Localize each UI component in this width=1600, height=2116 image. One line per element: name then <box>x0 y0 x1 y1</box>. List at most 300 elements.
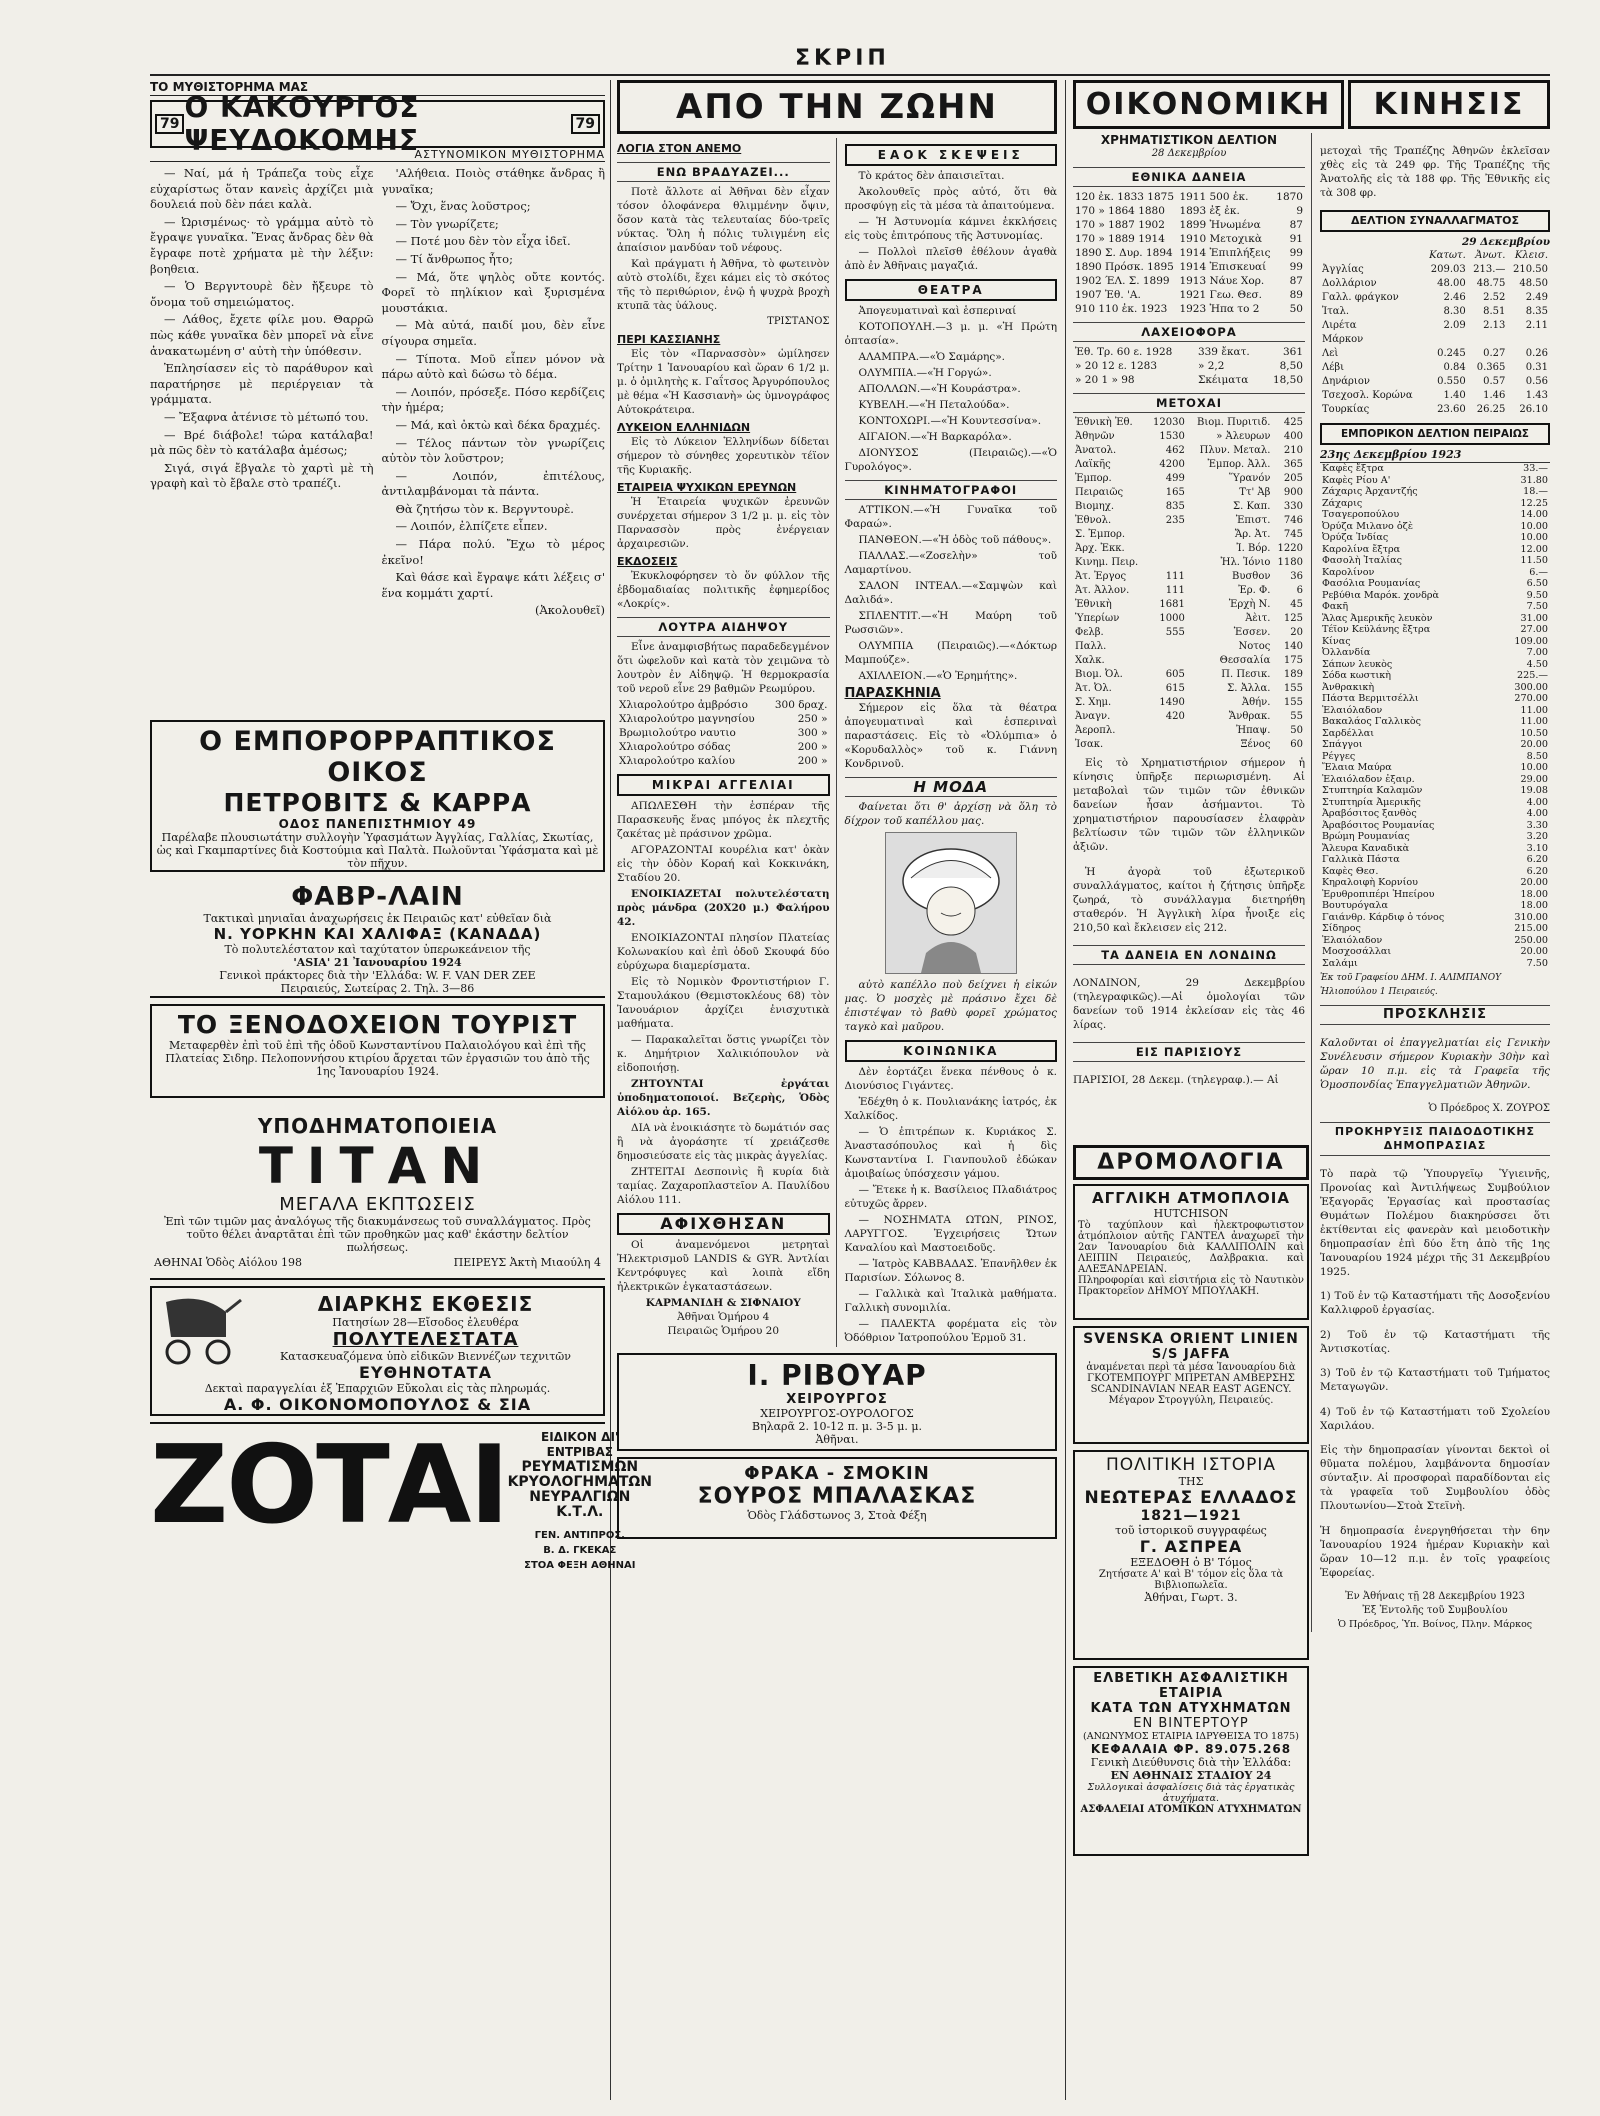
table-row <box>1320 498 1550 510</box>
table-cell: 165 <box>1165 487 1185 498</box>
table-cell: Ἐθνικὴ <box>1075 599 1112 610</box>
table-cell: 365 <box>1283 459 1303 470</box>
table-cell: 11.00 <box>1520 716 1548 727</box>
ad-address: Μέγαρον Στρογγύλη, Πειραιεύς. <box>1108 1395 1274 1406</box>
table-cell: Πάστα Βερμιτσέλλι <box>1322 693 1419 704</box>
market-report: Ἡ ἀγορὰ τοῦ ἐξωτερικοῦ συναλλάγματος, καίτοι ἡ ζήτησις ὑπῆρξε ζωηρά, τὸ συνάλλαγμα διετηρήθη σταθερόν. Ἡ Ἀγγλικὴ λίρα ἦνοιξε εἰς 210,50 καὶ ἔκλεισεν εἰς 212. <box>1073 865 1305 934</box>
table-row <box>1073 724 1305 738</box>
table-row <box>1073 696 1305 710</box>
table-row <box>1073 528 1305 542</box>
ad-address: Πειραιεύς, Σωτείρας 2. Τηλ. 3—86 <box>280 982 475 995</box>
table-cell: 18.00 <box>1520 888 1548 900</box>
table-cell: Ἐθνικὴ Ἐθ. <box>1075 417 1133 428</box>
article-headline: ΕΝΩ ΒΡΑΔΥΑΖΕΙ... <box>617 162 830 182</box>
loan-price: 99 <box>1289 247 1303 259</box>
serial-paragraph: — Μά, ὅτε ψηλὸς οὔτε κοντός. Φορεῖ τὸ πηλίκιον καὶ ξυρισμένα μουστάκια. <box>381 269 605 315</box>
loan-cell: 1913 Νάυε Χορ. <box>1179 275 1265 287</box>
loan-price: 87 <box>1289 219 1303 231</box>
proclamation-item: 3) Τοῦ ἐν τῷ Καταστήματι τοῦ Τμήματος Μεταγωγῶν. <box>1320 1367 1550 1393</box>
table-cell: Ἰ. Βόρ. <box>1236 543 1271 554</box>
table-cell: Βακαλάος Γαλλικὸς <box>1322 716 1421 727</box>
table-cell: 3.10 <box>1526 842 1548 854</box>
table-cell: Ἀθηνῶν <box>1075 431 1115 442</box>
article-paragraph: Σήμερον εἰς ὅλα τὰ θέατρα ἀπογευματιναὶ καὶ ἑσπεριναὶ παραστάσεις. Εἰς τὸ «Ὀλύμπια» ὁ «Κορυδαλλὸς» τοῦ κ. Γιάννη Κονδρινοῦ. <box>844 702 1057 770</box>
table-cell: 33.— <box>1523 463 1548 474</box>
table-cell: 2.46 <box>1443 292 1466 303</box>
article-paragraph: — Ἡ Ἀστυνομία κάμνει ἐκκλήσεις εἰς τοὺς ἐπιτρόπους τῆς Ἀστυνομίας. <box>844 216 1057 242</box>
table-cell: 109.00 <box>1514 635 1548 647</box>
ad-text: ΡΕΥΜΑΤΙΣΜΩΝ <box>521 1459 639 1475</box>
table-cell: 10.00 <box>1520 762 1548 773</box>
loan-cell: 1911 500 ἐκ. <box>1179 191 1249 203</box>
fashion-text: Φαίνεται ὅτι θ' ἀρχίσῃ νὰ ὅλη τὸ δίχρον τοῦ καπέλλου μας. <box>844 801 1057 827</box>
serial-text <box>150 166 605 714</box>
source-note: Ἐκ τοῦ Γραφείου ΔΗΜ. Ι. ΑΛΙΜΠΑΝΟΥ Ἠλιοπούλου 1 Πειραιεύς. <box>1320 973 1502 997</box>
table-cell: 8.50 <box>1526 750 1548 762</box>
table-cell: Σάπων λευκὸς <box>1322 658 1393 670</box>
serial-paragraph: — Τίποτα. Μοῦ εἶπεν μόνον νὰ πάρω αὐτὸ καὶ δώσω τὸ δέμα. <box>381 351 605 382</box>
table-cell: Σαλάμι <box>1322 957 1358 969</box>
table-cell: Φασόλια Ρουμανίας <box>1322 578 1421 589</box>
loan-cell: 170 » 1889 1914 <box>1075 233 1165 245</box>
serial-paragraph: — Ποτέ μου δὲν τὸν εἶχα ἰδεῖ. <box>395 234 571 249</box>
table-cell: Καρολίνον <box>1322 566 1375 578</box>
classified-ad: — Παρακαλεῖται ὅστις γνωρίζει τὸν κ. Δημήτριον Χαλικιόπουλον νὰ εἰδοποιήσῃ. <box>617 1034 830 1074</box>
table-row <box>1320 555 1550 567</box>
address: Ἀθῆναι Ὁμήρου 4 <box>677 1311 770 1323</box>
table-cell: 0.27 <box>1483 348 1506 359</box>
ad-text: ἀναμένεται περὶ τὰ μέσα Ἰανουαρίου διὰ ΓΚΟΤΕΜΠΟΥΡΓ ΜΠΡΕΤΑΝ ΑΜΒΕΡΣΗΣ <box>1086 1362 1296 1384</box>
loan-cell: 1890 Πρόσκ. 1895 <box>1075 261 1174 273</box>
table-cell: 27.00 <box>1520 624 1548 635</box>
ad-company: ΠΕΤΡΟΒΙΤΣ & ΚΑΡΡΑ <box>223 788 532 817</box>
ad-headline: ΤΟ ΞΕΝΟΔΟΧΕΙΟΝ ΤΟΥΡΙΣΤ <box>177 1010 578 1039</box>
table-cell: Ἠλ. Ἰόνιο <box>1220 557 1271 568</box>
column-header <box>1320 249 1423 263</box>
table-cell: Ἐσσεν. <box>1233 627 1271 638</box>
ad-ship: S/S JAFFA <box>1151 1347 1231 1362</box>
table-row <box>1320 728 1550 740</box>
from-life-right <box>845 138 1058 1347</box>
table-cell: 11.00 <box>1520 704 1548 716</box>
table-row <box>1320 636 1550 648</box>
classified-ad: ΖΗΤΕΙΤΑΙ Δεσποινὶς ἢ κυρία διὰ ταμίας. Ζαχαροπλαστεῖον Α. Παυλίδου Αἰόλου 111. <box>617 1166 830 1206</box>
table-cell: 250.00 <box>1514 934 1548 946</box>
table-row <box>1320 900 1550 912</box>
serial-title: Ο ΚΑΚΟΥΡΓΟΣ ΨΕΥΔΟΚΟΜΗΣ <box>184 91 420 157</box>
serial-paragraph: — Τὸν γνωρίζετε; <box>395 216 499 231</box>
table-cell: Λιρέτα <box>1322 320 1357 331</box>
table-row <box>1320 590 1550 602</box>
table-cell: Ἀγγλίας <box>1322 264 1364 275</box>
table-row <box>1073 500 1305 514</box>
table-cell: Ἀτ. Ἐργος <box>1075 571 1127 582</box>
table-cell: Στυπτηρία Καλαμῶν <box>1322 785 1423 796</box>
table-row <box>1320 544 1550 556</box>
table-cell <box>1147 640 1187 654</box>
table-row <box>1073 598 1305 612</box>
theatre-listing: ΑΙΓΑΙΟΝ.—«Ἡ Βαρκαρόλα». <box>858 431 1012 443</box>
table-cell: 1681 <box>1159 599 1185 610</box>
social-note: — Ἰατρὸς ΚΑΒΒΑΔΑΣ. Ἐπανῆλθεν ἐκ Παρισίων. Σόλωνος 8. <box>844 1258 1057 1284</box>
table-cell: Καρολίνα ἔξτρα <box>1322 543 1401 555</box>
shipping-headline: ΔΡΟΜΟΛΟΓΙΑ <box>1073 1145 1309 1180</box>
table-row <box>1320 659 1550 671</box>
loan-price: 8,50 <box>1279 360 1303 372</box>
ad-specialty: ΧΕΙΡΟΥΡΓΟΣ-ΟΥΡΟΛΟΓΟΣ <box>760 1407 914 1420</box>
table-cell: Ἐρυθροπιπέρι Ἡπείρου <box>1322 888 1435 900</box>
table-row <box>1320 389 1550 403</box>
table-cell: 1490 <box>1159 697 1185 708</box>
article-headline: ΕΑΟΚ ΣΚΕΨΕΙΣ <box>845 144 1058 166</box>
table-row <box>1320 375 1550 389</box>
proclamation-item: 1) Τοῦ ἐν τῷ Καταστήματι τῆς Δοσοξενίου Καλλιφροῦ ἐργασίας. <box>1320 1290 1550 1316</box>
table-cell: 1.40 <box>1443 390 1466 401</box>
article-paragraph: Ἐκυκλοφόρησεν τὸ ὅν φύλλον τῆς ἑβδομαδιαίας πολιτικῆς ἐφημερίδος «Λοκρίς». <box>617 570 830 610</box>
table-row <box>1320 854 1550 866</box>
table-cell: Ζάχαρις Ἀρχαντζής <box>1322 486 1418 497</box>
serial-paragraph: — Ὄχι, ἕνας λοῦστρος; <box>395 199 531 214</box>
table-cell: Βιομηχ. <box>1075 501 1115 512</box>
table-row <box>1073 654 1305 668</box>
table-cell: 400 <box>1283 431 1303 442</box>
bath-type: Χλιαρολούτρο σόδας <box>619 741 731 753</box>
table-row <box>617 754 830 768</box>
loan-price: 99 <box>1289 261 1303 273</box>
table-cell: Ἀρχ. Ἐκκ. <box>1075 543 1125 554</box>
table-row <box>1073 556 1305 570</box>
classified-ad: ΕΝΟΙΚΙΑΖΟΝΤΑΙ πλησίον Πλατείας Κολωνακίου καὶ ἐπὶ ὁδοῦ Σκουφά δύο εὐρύχωρα διαμερίσματα. <box>617 932 830 972</box>
serial-paragraph: — Μὰ αὐτά, παιδί μου, δὲν εἶνε σίγουρα σημεῖα. <box>381 318 605 348</box>
table-cell: 215.00 <box>1514 923 1548 934</box>
table-cell: Χαλκ. <box>1075 655 1105 666</box>
section-title <box>1073 80 1550 129</box>
ad-svenska-orient <box>1073 1326 1309 1444</box>
table-cell: Ἀὲιτ. <box>1245 613 1271 624</box>
ad-brand: ΤΙΤΑΝ <box>258 1137 497 1195</box>
table-cell: Ἔλαια Μαύρα <box>1322 762 1392 773</box>
table-row <box>1073 416 1305 430</box>
table-cell: 235 <box>1165 515 1185 526</box>
loan-cell: 120 ἐκ. 1833 1875 <box>1075 191 1175 203</box>
table-cell: 0.56 <box>1525 376 1548 387</box>
ad-capital: ΚΕΦΑΛΑΙΑ ΦΡ. 89.075.268 <box>1090 1742 1292 1756</box>
serial-paragraph: — Λοιπόν, ἐλπίζετε εἶπεν. <box>395 519 548 534</box>
paris-headline: ΕΙΣ ΠΑΡΙΣΙΟΥΣ <box>1073 1042 1305 1062</box>
proclamation-item: 4) Τοῦ ἐν τῷ Καταστήματι τοῦ Σχολείου Χαριλάου. <box>1320 1405 1550 1432</box>
social-note: — ΝΟΣΗΜΑΤΑ ΩΤΩΝ, ΡΙΝΟΣ, ΛΑΡΥΓΓΟΣ. Ἐγχειρήσεις Ὤτων Καναλίου καὶ Μαστοειδοῦς. <box>844 1214 1057 1254</box>
commodity-prices-table <box>1320 463 1550 969</box>
table-cell: 0.245 <box>1437 348 1466 359</box>
table-cell: Στυπτηρία Ἀμερικῆς <box>1322 796 1421 808</box>
table-cell: Ἀνατολ. <box>1075 445 1117 456</box>
bath-price: 300 δραχ. <box>774 699 828 711</box>
table-cell: Δηνάριον <box>1322 376 1370 387</box>
loan-cell: » 2,2 <box>1197 360 1225 372</box>
article-paragraph: Εἰς τὸ Λύκειον Ἑλληνίδων δίδεται σήμερον τὸ σύνηθες χορευτικὸν τέϊον τῆς Κυριακῆς. <box>617 436 830 476</box>
column-economic-news <box>1073 80 1550 2100</box>
ad-agent: Γενικοὶ πράκτορες διὰ τὴν 'Ελλάδα: W. F. VAN DER ZEE <box>219 969 536 982</box>
table-cell: 4.00 <box>1526 808 1548 819</box>
table-row <box>1073 373 1305 387</box>
bath-price: 200 » <box>797 741 828 753</box>
cinema-listing: ΣΑΛΟΝ ΙΝΤΕΑΛ.—«Σαμψὼν καὶ Δαλιδά». <box>844 580 1057 606</box>
table-row <box>1320 797 1550 809</box>
table-cell: Πλυν. Μεταλ. <box>1199 445 1271 456</box>
table-cell: Ἐλαιόλαδον <box>1322 934 1383 946</box>
table-cell: 26.10 <box>1519 404 1548 415</box>
column-divider <box>1065 80 1066 2100</box>
table-row <box>1073 302 1305 316</box>
ad-headline: ΑΓΓΛΙΚΗ ΑΤΜΟΠΛΟΙΑ <box>1092 1189 1290 1207</box>
table-row <box>1320 682 1550 694</box>
table-cell: 300.00 <box>1514 681 1548 693</box>
fashion-text: αὐτὸ καπέλλο ποὺ δείχνει ἡ εἰκών μας. Ὁ μοσχὲς μὲ πράσινο ἔχει δὲ ἐπιστέψαν τὸ βαθὺ φορεῖ χρώματος ταγκὸ καὶ μαῦρου. <box>844 979 1057 1033</box>
table-cell: 210.50 <box>1513 264 1548 275</box>
table-cell: 111 <box>1165 571 1185 582</box>
ad-address: ΕΝ ΑΘΗΝΑΙΣ ΣΤΑΔΙΟΥ 24 <box>1110 1769 1272 1782</box>
loan-cell: 1914 Ἐπιπλήξεις <box>1179 247 1271 259</box>
ad-fabre-line <box>150 878 605 998</box>
table-cell: 6.50 <box>1526 578 1548 589</box>
table-cell: Ὀρύζα Ἰνδίας <box>1322 532 1389 543</box>
ad-headline: ΕΛΒΕΤΙΚΗ ΑΣΦΑΛΙΣΤΙΚΗ ΕΤΑΙΡΙΑ <box>1093 1671 1289 1701</box>
loan-cell: 1914 Ἐπισκευαί <box>1179 261 1267 273</box>
ad-subhead: ΜΕΓΑΛΑ ΕΚΠΤΩΣΕΙΣ <box>279 1194 476 1215</box>
loan-price: 87 <box>1289 275 1303 287</box>
table-cell: 330 <box>1283 501 1303 512</box>
ad-surgeon-rivouar <box>617 1353 1057 1451</box>
table-cell: Ἠπαψ. <box>1236 725 1271 736</box>
table-row <box>1320 923 1550 935</box>
table-cell: Βιομ. Ὀλ. <box>1075 669 1123 680</box>
table-cell: 425 <box>1283 417 1303 428</box>
theatre-listing: ΑΠΟΛΛΩΝ.—«Ἡ Κουράστρα». <box>858 383 1021 395</box>
table-row <box>1320 762 1550 774</box>
stock-bulletin-headline: ΧΡΗΜΑΤΙΣΤΙΚΟΝ ΔΕΛΤΙΟΝ <box>1100 133 1278 147</box>
table-row <box>1320 716 1550 728</box>
table-cell: 48.50 <box>1519 278 1548 289</box>
social-note: — ΠΑΛΕΚΤΑ φορέματα εἰς τὸν Ὀδόθριον Ἰατροπούλου Ἑρμοῦ 31. <box>844 1318 1057 1344</box>
article-paragraph: Καὶ πράγματι ἡ Ἀθῆνα, τὸ φωτεινὸν αὐτὸ στολίδι, ἔχει κάμει εἰς τὸ σκότος τῆς τὸ περιθώριον, ἐνῷ ἡ ψυχρὰ βροχὴ κτυπᾶ τὰς ὑάλους. <box>617 258 830 312</box>
table-row <box>1073 626 1305 640</box>
ad-text: Τὸ ταχύπλουν καὶ ἠλεκτροφωτιστον ἀτμόπλοιον αὐτῆς ΓΑΝΤΕΛ ἀναχωρεῖ τὴν 2αν Ἰανουαρίου διὰ ΚΑΛΛΙΠΟΛΙΝ καὶ ΛΕΙΠΙΝ Πειραιεύς, Δαλβρακια. καὶ ΑΛΕΞΑΝΔΡΕΙΑΝ. <box>1078 1220 1304 1275</box>
table-cell: 2.52 <box>1483 292 1506 303</box>
table-cell: 1000 <box>1159 613 1185 624</box>
table-cell: 45 <box>1290 599 1303 610</box>
theatre-listing: ΔΙΟΝΥΣΟΣ (Πειραιῶς).—«Ὁ Γυρολόγος». <box>844 447 1057 473</box>
table-cell: 2.11 <box>1525 320 1548 331</box>
table-cell: 7.00 <box>1526 647 1548 658</box>
table-row <box>1073 359 1305 373</box>
instalment-number: 79 <box>155 114 184 134</box>
table-cell: 420 <box>1165 711 1185 722</box>
classified-ad: ΔΙΑ νὰ ἐνοικιάσητε τὸ δωμάτιόν σας ἢ νὰ ἀγοράσητε τί χρειάζεσθε δημοσιεύσατε εἰς τὰς μικρὰς ἀγγελίας. <box>617 1122 830 1162</box>
ad-destination: Ν. ΥΟΡΚΗΝ ΚΑΙ ΧΑΛΙΦΑΞ (ΚΑΝΑΔΑ) <box>213 925 542 943</box>
table-row <box>1320 739 1550 751</box>
table-cell: Ρέγγες <box>1322 750 1356 762</box>
table-row <box>1320 475 1550 487</box>
bath-price: 250 » <box>797 713 828 725</box>
ad-hours: Βηλαρᾶ 2. 10-12 π. μ. 3-5 μ. μ. <box>751 1420 923 1433</box>
table-row <box>1320 521 1550 533</box>
ad-address: ΟΔΟΣ ΠΑΝΕΠΙΣΤΗΜΙΟΥ 49 <box>278 817 477 831</box>
table-cell: 26.25 <box>1476 404 1506 415</box>
ad-text: τοῦ ἱστορικοῦ συγγραφέως <box>1115 1524 1267 1537</box>
table-cell: Ἅλας Ἀμερικῆς λευκὸν <box>1322 612 1433 624</box>
cinema-listing: ΣΠΛΕΝΤΙΤ.—«Ἡ Μαύρη τοῦ Ρωσσιῶν». <box>844 610 1057 636</box>
table-row <box>617 740 830 754</box>
table-cell: 900 <box>1283 487 1303 498</box>
table-cell: 10.00 <box>1520 532 1548 543</box>
table-cell: 555 <box>1165 627 1185 638</box>
social-note: — Γαλλικὰ καὶ Ἰταλικὰ μαθήματα. Γαλλικὴ συνομιλία. <box>844 1288 1057 1314</box>
table-row <box>1320 705 1550 717</box>
table-row <box>1073 458 1305 472</box>
table-cell: Λεὶ <box>1322 348 1339 359</box>
table-cell: 1530 <box>1159 431 1185 442</box>
table-cell: 23.60 <box>1437 404 1466 415</box>
table-cell: 605 <box>1165 669 1185 680</box>
table-cell: 499 <box>1165 473 1185 484</box>
cinemas-headline: ΚΙΝΗΜΑΤΟΓΡΑΦΟΙ <box>845 480 1058 500</box>
exchange-bulletin-headline: ΔΕΛΤΙΟΝ ΣΥΝΑΛΛΑΓΜΑΤΟΣ <box>1320 210 1550 232</box>
lottery-loans-table <box>1073 345 1305 387</box>
classified-ad: Εἰς τὸ Νομικὸν Φροντιστήριον Γ. Σταμουλάκου (Θεμιστοκλέους 68) τὸν Ἰανουάριον ἀρχίζει ἐνισχυτικὰ μαθήματα. <box>617 976 830 1030</box>
table-row <box>1073 738 1305 752</box>
table-row <box>1073 444 1305 458</box>
ad-brand: ΖΟΤΑΙ <box>150 1423 508 1548</box>
classified-ad: ΖΗΤΟΥΝΤΑΙ ἐργάται ὑποδηματοποιοί. Βεζερὴς, Ὁδὸς Αἰόλου ἀρ. 165. <box>617 1078 830 1118</box>
ad-text: Τακτικαὶ μηνιαῖαι ἀναχωρήσεις ἐκ Πειραιῶς κατ' εὐθεῖαν διὰ <box>203 912 552 925</box>
column-from-life <box>617 80 1057 2100</box>
theatre-listing: ΑΛΑΜΠΡΑ.—«Ὁ Σαμάρης». <box>858 351 1005 363</box>
table-row <box>1073 430 1305 444</box>
table-cell: 20.00 <box>1520 946 1548 957</box>
table-cell: Ὀρύζα Μιλανο ὀζὲ <box>1322 520 1413 532</box>
table-cell: 19.08 <box>1520 785 1548 796</box>
table-cell: Ἀραβόσιτος Ρουμανίας <box>1322 819 1435 831</box>
table-row <box>1073 260 1305 274</box>
table-cell: 20 <box>1290 627 1303 638</box>
table-row <box>1073 542 1305 556</box>
kicker: ΕΤΑΙΡΕΙΑ ΨΥΧΙΚΩΝ ΕΡΕΥΝΩΝ <box>617 481 797 494</box>
table-cell: Κηραλοιφὴ Κορνίου <box>1322 877 1418 888</box>
ad-text: Δεκταὶ παραγγελίαι ἐξ Ἐπαρχιῶν Εὔκολαι εἰς τὰς πληρωμάς. <box>204 1382 551 1395</box>
table-cell: Ὑπερίων <box>1075 613 1120 624</box>
loan-price: 89 <box>1289 289 1303 301</box>
table-cell: 20.00 <box>1520 877 1548 888</box>
column-divider <box>610 80 611 2100</box>
table-cell: Σ. Καπ. <box>1233 501 1271 512</box>
table-row <box>1320 670 1550 682</box>
table-row <box>1320 319 1550 333</box>
serial-paragraph: — Λοιπόν, ἐπιτέλους, ἀντιλαμβάνομαι τὰ πάντα. <box>381 468 605 499</box>
table-cell: Ἰταλ. <box>1322 306 1350 317</box>
ad-address: Ἀθήναι, Γωρτ. 3. <box>1144 1591 1238 1604</box>
ad-text: Γενικὴ Διεύθυνσις διὰ τὴν Ἑλλάδα: <box>1090 1756 1292 1769</box>
table-row <box>1073 710 1305 724</box>
theatre-listing: Ἀπογευματιναὶ καὶ ἑσπεριναί <box>858 305 1017 317</box>
ad-text: (ΑΝΩΝΥΜΟΣ ΕΤΑΙΡΙΑ ΙΔΡΥΘΕΙΣΑ ΤΟ 1875) <box>1083 1731 1299 1742</box>
table-cell: Ἐρχὴ Ν. <box>1228 599 1271 610</box>
table-cell: Βουτυρόγαλα <box>1322 900 1388 911</box>
table-cell: Παλλ. <box>1075 641 1107 652</box>
table-cell: Ἄρ. Ἀτ. <box>1234 529 1271 540</box>
table-row <box>1073 682 1305 696</box>
table-cell: Ρεβύθια Μαρόκ. χονδρὰ <box>1322 589 1439 601</box>
theatres-headline: ΘΕΑΤΡΑ <box>845 279 1058 301</box>
ad-shoe-factory-titan <box>150 1104 605 1280</box>
table-cell: Ἐμπορ. <box>1075 473 1112 484</box>
table-cell: Δολλάριον <box>1322 278 1377 289</box>
table-cell: 746 <box>1283 515 1303 526</box>
continued-note: (Ἀκολουθεῖ) <box>535 603 605 618</box>
bath-type: Χλιαρολούτρο μαγνησίου <box>619 713 755 725</box>
table-cell: Ἄλευρα Καναδικὰ <box>1322 842 1410 854</box>
ad-company: HUTCHISON <box>1153 1207 1229 1220</box>
table-cell: 10.00 <box>1520 520 1548 532</box>
section-title-part: ΟΙΚΟΝΟΜΙΚΗ <box>1073 80 1344 129</box>
table-cell: 31.80 <box>1520 474 1548 486</box>
loan-cell: 1890 Σ. Δυρ. 1894 <box>1075 247 1173 259</box>
ad-subhead: ΕΥΘΗΝΟΤΑΤΑ <box>358 1363 493 1382</box>
table-row <box>1073 204 1305 218</box>
table-cell: Σ. Ἐμπορ. <box>1075 529 1126 540</box>
table-cell: Θεσσαλία <box>1219 655 1271 666</box>
national-loans-table <box>1073 190 1305 316</box>
ad-headline: ΔΙΑΡΚΗΣ ΕΚΘΕΣΙΣ <box>317 1292 534 1316</box>
table-cell: 615 <box>1165 683 1185 694</box>
ad-zotai-liniment <box>150 1422 653 1571</box>
london-loans-headline: ΤΑ ΔΑΝΕΙΑ ΕΝ ΛΟΝΔΙΝΩ <box>1073 945 1305 965</box>
loan-cell: Σκέιματα <box>1197 374 1249 386</box>
kicker: ΛΥΚΕΙΟΝ ΕΛΛΗΝΙΔΩΝ <box>617 421 751 434</box>
article-paragraph: Εἰς τὸν «Παρνασσὸν» ὡμίλησεν Τρίτην 1 Ἰανουαρίου καὶ ὥραν 6 1/2 μ. μ. ὁ ὁμιλητὴς κ. Γαΐτσος Ἀργυρόπουλος μὲ θέμα «Ἡ Κασσιανὴ» ὡς ὑμνογράφος Αὐτοκράτειρα. <box>617 348 830 416</box>
proclamation-item: 2) Τοῦ ἐν τῷ Καταστήματι τῆς Ἀντισκοτίας. <box>1320 1328 1550 1355</box>
table-cell <box>1507 333 1550 347</box>
table-cell: 3.20 <box>1526 831 1548 842</box>
loan-price: 1870 <box>1276 191 1303 203</box>
ad-subhead: ΠΟΛΥΤΕΛΕΣΤΑΤΑ <box>332 1329 519 1350</box>
ad-tailoring-house <box>150 720 605 872</box>
loan-cell: 339 ἔκατ. <box>1197 346 1250 358</box>
bulletin-date: 28 Δεκεμβρίου <box>1151 148 1227 159</box>
table-cell: Γαλλ. φράγκον <box>1322 292 1399 303</box>
pram-illustration-icon <box>156 1292 246 1367</box>
table-cell: 12.00 <box>1520 543 1548 555</box>
table-cell: 12030 <box>1153 417 1185 428</box>
ad-text: ΕΞΕΔΟΘΗ ὁ Β' Τόμος <box>1130 1556 1252 1569</box>
column-header: Ἀνωτ. <box>1475 250 1506 261</box>
table-cell: 4.00 <box>1526 796 1548 808</box>
column-header: Κλεισ. <box>1514 250 1548 261</box>
serial-paragraph: — Λοιπόν, πρόσεξε. Πόσο κερδίζεις τὴν ἡμέρα; <box>381 384 605 415</box>
economic-right <box>1320 133 1550 1632</box>
table-cell: 36 <box>1290 571 1303 582</box>
ad-years: 1821—1921 <box>1140 1508 1242 1524</box>
ad-text: Παρέλαβε πλουσιωτάτην συλλογὴν Ὑφασμάτων Ἀγγλίας, Γαλλίας, Σκωτίας, ὡς καὶ Γκαμπαρτίνες διὰ Κοστούμια καὶ Παλτὰ. Πωλοῦνται Ὑφάσματα καὶ μὲ τὸν πῆχυν. <box>156 831 599 870</box>
table-cell: Ἐρ. Φ. <box>1238 585 1271 596</box>
ad-text: Μεταφερθὲν ἐπὶ τοῦ ἐπὶ τῆς ὁδοῦ Κωνσταντίνου Παλαιολόγου καὶ ἐπὶ τῆς Πλατείας Σιδηρ. Πελοποννήσου κτιρίου ἄρχεται τῶν ἐργασιῶν του ἀπὸ τῆς 1ης Ἰανουαρίου 1924. <box>165 1039 590 1078</box>
social-note: — Ἔτεκε ἡ κ. Βασίλειος Πλαδιάτρος εὐτυχῶς ἄρρεν. <box>844 1184 1057 1210</box>
proclamation-text: Ἡ δημοπρασία ἐνεργηθήσεται τὴν 6ην Ἰανουαρίου 1924 ἡμέραν Κυριακὴν καὶ ὥραν 10—12 π.μ. ἐν τοῖς γραφείοις Ἐφορείας. <box>1320 1524 1550 1579</box>
fashion-headline: Η ΜΟΔΑ <box>845 777 1058 797</box>
bath-price: 300 » <box>797 727 828 739</box>
cinema-listing: ΑΧΙΛΛΕΙΟΝ.—«Ὁ Ἐρημήτης». <box>858 670 1018 682</box>
table-row <box>1073 570 1305 584</box>
table-cell: 3.30 <box>1526 819 1548 831</box>
